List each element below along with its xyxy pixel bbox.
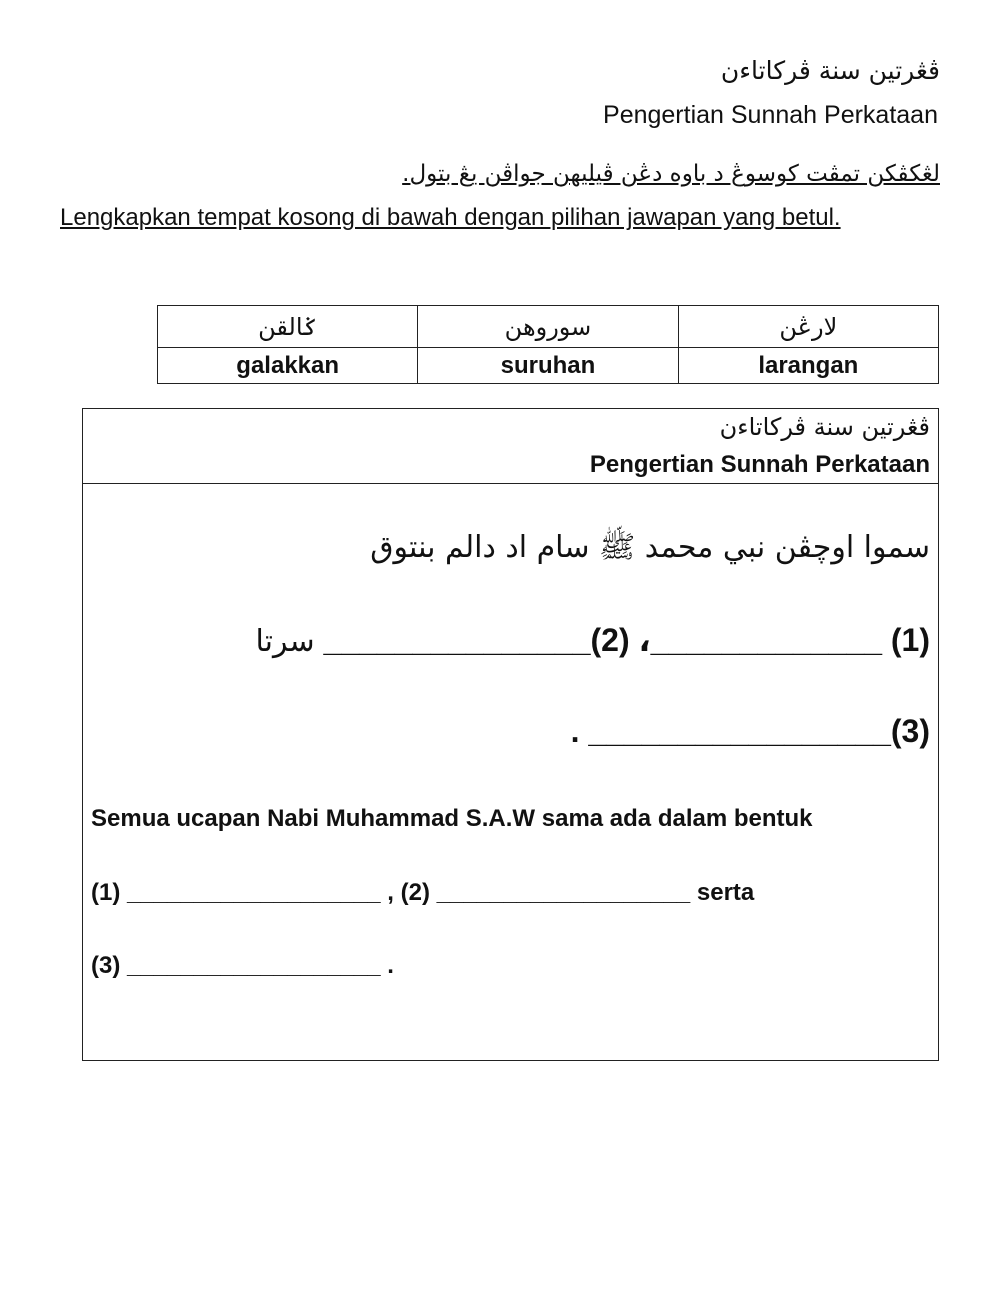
instruction: Lengkapkan tempat kosong di bawah dengan pilihan jawapan yang betul. (60, 204, 841, 231)
jawi-blank-1[interactable]: (1) _____________، (638, 622, 930, 658)
page-title: Pengertian Sunnah Perkataan (603, 101, 938, 129)
option-larangan: larangan (678, 348, 938, 384)
option-jawi-larangan: لارڠن (678, 306, 938, 348)
answer-options-table (157, 305, 939, 384)
jawi-sentence: سموا اوچڤن نبي محمد ﷺ سام اد دالم بنتوق (370, 530, 930, 565)
box-jawi-heading: ڤڠرتين سنة ڤرکاتاءن (719, 413, 930, 441)
rumi-blank-line-3[interactable]: (3) ___________________ . (91, 952, 394, 979)
rumi-options-row (158, 348, 939, 384)
jawi-blank-line-1 (255, 621, 930, 659)
jawi-blank-3[interactable]: (3)_________________ . (570, 713, 930, 749)
jawi-title: ڤڠرتين سنة ڤرکاتاءن (720, 56, 940, 85)
exercise-box-header (83, 409, 938, 484)
option-galakkan: galakkan (158, 348, 418, 384)
exercise-box (82, 408, 939, 1061)
option-suruhan: suruhan (418, 348, 678, 384)
option-jawi-suruhan: سوروهن (418, 306, 678, 348)
jawi-blank-2[interactable]: (2)_______________ (323, 622, 639, 658)
box-rumi-heading: Pengertian Sunnah Perkataan (589, 451, 930, 478)
option-jawi-galakkan: ݢالقن (158, 306, 418, 348)
jawi-options-row (158, 306, 939, 348)
rumi-sentence: Semua ucapan Nabi Muhammad S.A.W sama ada dalam bentuk (91, 805, 813, 832)
jawi-serta: سرتا (255, 624, 315, 659)
jawi-instruction: لڠکڤکن تمڤت کوسوڠ د باوه دڠن ڤيليهن جواڤن يڠ بتول. (402, 161, 940, 187)
rumi-blank-line-1[interactable]: (1) ___________________ , (2) ___________________ serta (91, 879, 755, 906)
